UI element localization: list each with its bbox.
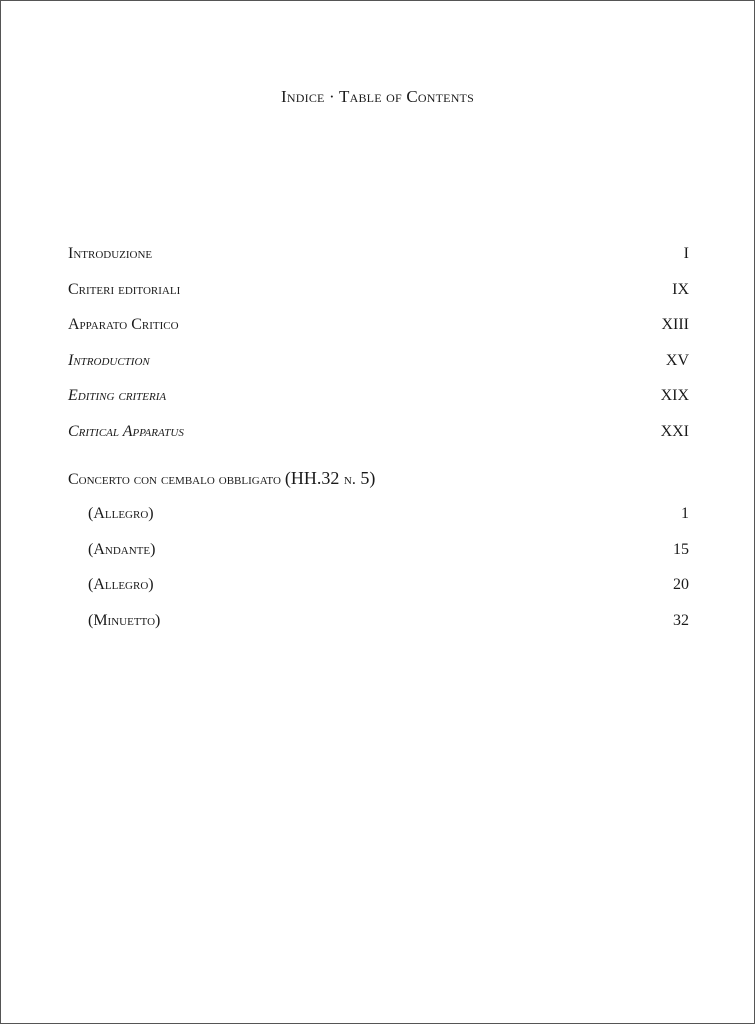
movement-page: 20 — [673, 576, 689, 593]
toc-entry — [68, 281, 689, 317]
movement-page: 15 — [673, 540, 689, 558]
toc-entry-label: Criteri editoriali — [68, 280, 181, 298]
toc-entry-label: Critical Apparatus — [68, 422, 184, 440]
movement-label: (Allegro) — [88, 505, 154, 522]
work-catalog-prefix: (HH.32 — [284, 468, 344, 488]
movement-entry — [68, 541, 689, 577]
work-title: Concerto con cembalo obbligato — [68, 471, 281, 488]
toc-entry-page: XIII — [661, 316, 689, 333]
movement-page: 1 — [681, 505, 689, 522]
movement-label: (Andante) — [88, 540, 156, 558]
movement-label: (Minuetto) — [88, 611, 161, 629]
toc-entry-label: Introduzione — [68, 245, 153, 262]
work-heading — [68, 468, 689, 505]
toc-entry-page: XIX — [660, 387, 689, 404]
toc-entry — [68, 316, 689, 352]
toc-entry-label: Introduction — [68, 351, 150, 369]
work-catalog-suffix: 5) — [355, 468, 376, 488]
toc-entry-page: XV — [665, 351, 689, 369]
movement-entry — [68, 612, 689, 648]
movement-entry — [68, 576, 689, 612]
toc-entry-label: Editing criteria — [68, 387, 167, 404]
toc-entry — [68, 387, 689, 423]
toc-entry-page: I — [683, 245, 689, 262]
toc-entry — [68, 423, 689, 459]
page-title: Indice · Table of Contents — [281, 87, 474, 106]
work-catalog-n: n. — [343, 471, 356, 488]
movement-entry — [68, 505, 689, 541]
movement-label: (Allegro) — [88, 576, 154, 593]
toc-entry-label: Apparato Critico — [68, 316, 179, 333]
toc-entry — [68, 245, 689, 281]
toc-entry — [68, 352, 689, 388]
table-of-contents — [68, 245, 689, 647]
toc-entry-page: XXI — [660, 422, 689, 440]
toc-entry-page: IX — [672, 280, 689, 298]
movement-page: 32 — [673, 611, 689, 629]
